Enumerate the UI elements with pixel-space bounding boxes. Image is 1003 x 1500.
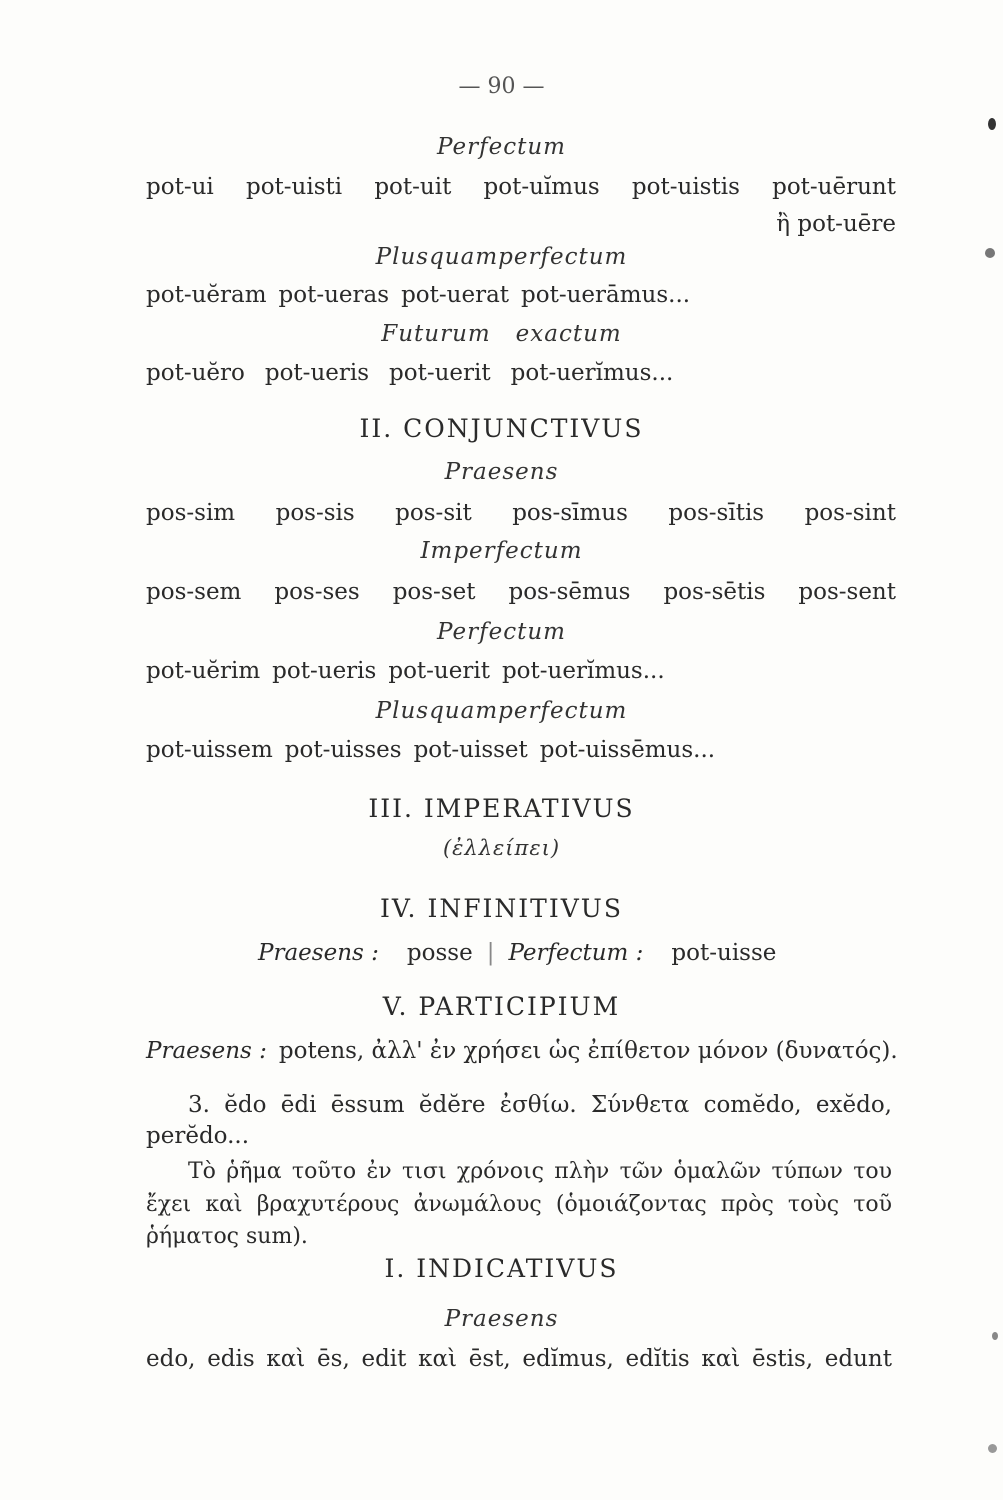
participium-label: Praesens : [146, 1038, 267, 1064]
form: pos-sent [798, 579, 896, 605]
form: pot-uerĭmus... [510, 360, 674, 386]
infinitivus-praesens-value: posse [406, 940, 473, 966]
form: pot-uit [374, 174, 452, 200]
form: pot-ueris [272, 658, 377, 684]
heading-conj-plusquamperfectum: Plusquamperfectum [375, 698, 628, 724]
paragraph-3-line-4: ἔχει καὶ βραχυτέρους ἀνωμάλους (ὁμοιάζοντας πρὸς τοὺς τοῦ [146, 1192, 892, 1217]
perfectum-alternative: ἢ pot-uēre [776, 211, 896, 237]
form: pos-sint [804, 500, 896, 526]
heading-futurum-exactum: Futurum exactum [381, 321, 622, 347]
conj-imperfectum-forms-row [146, 579, 896, 605]
paragraph-3-line-5: ῥήματος sum). [146, 1224, 308, 1249]
form: pot-uissēmus... [539, 737, 716, 763]
imperativus-note: (ἐλλείπει) [442, 836, 561, 860]
form: pot-uĕrim [146, 658, 261, 684]
paragraph-3-line-1: 3. ĕdo ēdi ēssum ĕdĕre ἐσθίω. Σύνθετα comĕdo, exĕdo, [188, 1092, 892, 1118]
participium-row [146, 1038, 898, 1064]
form: pot-uerāmus... [521, 282, 691, 308]
form: pot-uissem [146, 737, 273, 763]
participium-text: potens, ἀλλ' ἐν χρήσει ὡς ἐπίθετον μόνον (δυνατός). [278, 1038, 898, 1064]
infinitivus-praesens-label: Praesens : [258, 940, 379, 966]
heading-perfectum: Perfectum [437, 134, 566, 160]
form: pos-sēmus [508, 579, 631, 605]
heading-plusquamperfectum: Plusquamperfectum [375, 244, 628, 270]
plusquamperfectum-forms-row [146, 282, 690, 308]
form: pos-sītis [668, 500, 765, 526]
heading-infinitivus: IV. INFINITIVUS [380, 894, 623, 923]
infinitivus-perfectum-value: pot-uisse [671, 940, 777, 966]
scan-speck [985, 248, 995, 258]
conj-praesens-forms-row [146, 500, 896, 526]
form: pot-uerat [401, 282, 510, 308]
infinitivus-row [258, 940, 776, 966]
heading-conj-praesens: Praesens [444, 459, 559, 485]
form: pot-uisses [284, 737, 402, 763]
form: pos-sit [395, 500, 472, 526]
perfectum-forms-row [146, 174, 896, 200]
form: pot-uerĭmus... [501, 658, 665, 684]
conj-perfectum-forms-row [146, 658, 665, 684]
infinitivus-perfectum-label: Perfectum : [508, 940, 644, 966]
paragraph-3-line-3: Τὸ ῥῆμα τοῦτο ἐν τισι χρόνοις πλὴν τῶν ὁμαλῶν τύπων του [188, 1159, 892, 1184]
form: pot-uĕram [146, 282, 267, 308]
heading-indicativus: I. INDICATIVUS [384, 1254, 619, 1283]
form: pot-uerit [388, 658, 490, 684]
paragraph-3-line-2: perĕdo... [146, 1123, 250, 1149]
form: pos-set [392, 579, 476, 605]
form: pot-ueris [264, 360, 370, 386]
form: pos-sim [146, 500, 236, 526]
form: pot-ueras [278, 282, 390, 308]
form: pos-ses [274, 579, 360, 605]
form: pos-sem [146, 579, 242, 605]
futurum-exactum-forms-row [146, 360, 673, 386]
infinitivus-separator: | [486, 940, 495, 966]
form: pot-uistis [631, 174, 740, 200]
form: pos-sis [275, 500, 355, 526]
form: pot-uerit [389, 360, 491, 386]
form: pot-uĕro [146, 360, 245, 386]
conj-plusquamperfectum-forms-row [146, 737, 715, 763]
scan-speck [988, 118, 996, 130]
heading-imperativus: III. IMPERATIVUS [368, 794, 635, 823]
scan-speck [988, 1444, 997, 1453]
heading-ind-praesens: Praesens [444, 1306, 559, 1332]
heading-participium: V. PARTICIPIUM [382, 992, 621, 1021]
form: pos-sīmus [512, 500, 628, 526]
scan-speck [992, 1332, 998, 1340]
form: pot-uisti [245, 174, 343, 200]
indicativus-praesens-line: edo, edis καὶ ēs, edit καὶ ēst, edĭmus, edĭtis καὶ ēstis, edunt [146, 1346, 892, 1372]
heading-conj-imperfectum: Imperfectum [420, 538, 583, 564]
form: pot-uisset [413, 737, 528, 763]
heading-conjunctivus: II. CONJUNCTIVUS [359, 414, 644, 443]
form: pot-uĭmus [483, 174, 600, 200]
page-number: — 90 — [458, 74, 545, 99]
form: pot-uērunt [772, 174, 896, 200]
form: pot-ui [146, 174, 214, 200]
form: pos-sētis [663, 579, 766, 605]
heading-conj-perfectum: Perfectum [437, 619, 566, 645]
